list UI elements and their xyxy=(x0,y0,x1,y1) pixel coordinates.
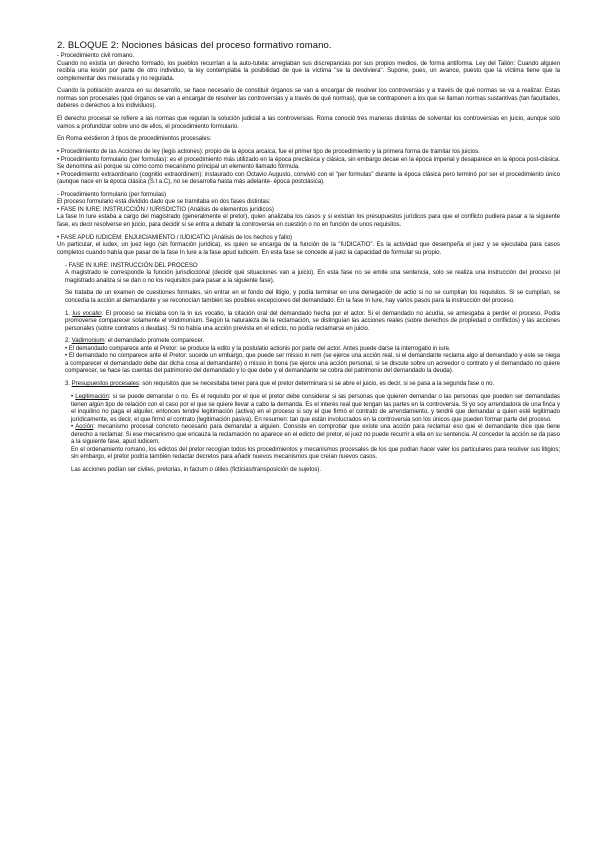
term-text: : si se puede demandar o no. Es el requisito por el que el pretor debe considerar si las personas que quieren demandar o las personas que pueden ser demandadas tienen algún tipo de relación con el caso por el que se quiere llevar a cabo la demanda. Es el interés real que tengan las partes en la controversia. Si yo soy arrendadora de una finca y el inquilino no paga el alquiler, entonces tendré legitimación (activa) en el proceso si soy el que firmó el contrato de arrendamiento, y tendré que demandar a quien esté legitimado jurídicamente, es decir, el que firmó el contrato (legitimación pasiva). En resumen: tan que están involucrados en la controversia son los únicos que pueden formar parte del proceso. xyxy=(71,393,561,423)
list-item: • El demandado no comparece ante el Pretor: sucede un embargo, que puede ser missio in rem (se ejerce una acción real, si el demandante reclama algo al demandado y este se niega a comparecer el demandado debe dar dicha cosa al demandante) o missio in bona (se ejerce una acción personal, si se discute sobre un acreedor o contrato y el demandado no quiere comparecer, se hace las cuentas del patrimonio del demandado y lo que debe y el demandante se cobra del patrimonio del demandado la deuda). xyxy=(65,352,560,375)
paragraph: El proceso formulario está dividido dado que se tramitaba en dos fases distintas: xyxy=(57,198,271,206)
list-item: • Procedimiento formulario (per formulas): es el procedimiento más utilizado en la época preclásica y clásica, sin embargo decae en la época imperial y desaparece en la época post-clásica. Se denomina así porque su cómo como mecanismo principal un elemento llamado fórmula. xyxy=(57,155,560,171)
phase-heading: • FASE APUD IUDICEM: ENJUICIAMIENTO / IUDICATIO (Análisis de los hechos y fallo) xyxy=(57,233,292,241)
step-term: Presupuestos procesales xyxy=(71,380,139,388)
term-text: : mecanismo procesal concreto necesario para demandar a alguien. Consiste en comprobar que existe una acción para reclamar eso que el demandante dice que tiene derecho a reclamar. Si ese mecanismo que encauza la reclamación no aparece en el edicto del pretor, el juez no puede recurrir a ella en su sentencia. Al conceder la acción se da paso a la siguiente fase, apud iudicem. xyxy=(71,423,561,446)
paragraph: Cuando no existía un derecho formado, los pueblos recurrían a la auto-tutela: arreglaban sus discrepancias por sus propios medios, de forma antiforma. Ley del Talión: Cuando alguien recibía una lesión por parte de otro individuo, la ley contemplaba la posibilidad de que la víctima "se la devolviera". Supone, pues, un avance, puesto que la víctima tiene que la complementar des mesurada y no regulada. xyxy=(57,59,560,82)
step-term: Vadimonium xyxy=(71,337,105,345)
paragraph: En el ordenamiento romano, los edictos del pretor recogían todos los procedimientos y mecanismos procesales de los que podían hacer valer los particulares para resolver sus litigios; sin embargo, el pretor podría también redactar decretos para añadir nuevos mecanismos que creían nuevos casos. xyxy=(71,445,560,461)
numbered-step xyxy=(57,380,560,388)
step-number: 1. xyxy=(65,309,70,317)
list-item: • El demandado comparece ante el Pretor: se produce la edito y la postulatio actionis por parte del actor. Antes puede darse la interrogatio in iure. xyxy=(65,344,451,352)
term: Acción xyxy=(75,423,94,431)
paragraph: Cuando la población avanza en su desarrollo, se hace necesario de constituir órganos se van a encargar de resolver los controversias y a través de qué normas se va a realizar. Estas normas son procesales (qué órganos se van a encargar de resolver las controversias y a través de qué normas), que se contraponen a los que se llaman normas sustantivas (tan facultades, deberes o derechos a los individuos). xyxy=(57,87,560,110)
paragraph: A magistrado le corresponde la función jurisdiccional (decidir qué situaciones van a juicio). En esta fase no se emite una sentencia, solo se realiza una instrucción del proceso (el magistrado analiza si se dan o no los requisitos para pasar a la siguiente fase). xyxy=(65,269,560,284)
step-number: 3. xyxy=(65,380,70,388)
step-number: 2. xyxy=(65,337,70,345)
paragraph: Un particular, el iudex, un juez lego (sin formación jurídica), es quien se encarga de la función de la "IUDICATIO". Es la actividad que desempeña el juez y se ejecutaba para casos completos cuando había que pasar de la fase In Iure a la fase apud iudicem. En esta fase se concede al juez la capacidad de formular su propio. xyxy=(57,241,560,256)
paragraph: La fase In Iure estaba a cargo del magistrado (generalmente el pretor), quien analizaba los casos y si existían los presupuestos jurídicos para que el conflicto pudiera pasar a la siguiente fase, es decir resolverse en juicio, para decidir si se entra a debatir la controversia en cuestión o no en función de unos requisitos. xyxy=(57,213,560,228)
list-item: • Procedimiento de las Acciones de ley (legis actiones): propio de la época arcaica, fue el primer tipo de procedimiento y la primera forma de tramitar los juicios. xyxy=(57,148,480,156)
section-heading: - FASE IN IURE: INSTRUCCIÓN DEL PROCESO xyxy=(65,261,198,269)
section-heading: - Procedimiento civil romano. xyxy=(57,52,135,59)
step-text: : son requisitos que se necesitaba tener para que el pretor determinara si se abre el juicio, es decir, si se pasa a la segunda fase o no. xyxy=(138,380,495,388)
section-heading: - Procedimiento formulario (per formulas) xyxy=(57,190,167,198)
numbered-step xyxy=(57,337,560,345)
term: Legitimación xyxy=(75,393,109,401)
list-item: • Procedimiento extraordinario (cognitio extraordinem): instaurado con Octavio Augusto, convivió con el "per formulas" durante la época clásica pero terminó por ser el procedimiento único (aunque nace en la época clásica (S.I a.C), no se desarrolla hasta más adelante- época postclásica). xyxy=(57,170,560,186)
paragraph: El derecho procesal se refiere a las normas que regulan la solución judicial a las controversias. Roma conoció tres maneras distintas de solventar los controversias en juicio, aunque solo vamos a profundizar sobre uno de ellos, el procedimiento formulario. xyxy=(57,115,560,130)
page-title: 2. BLOQUE 2: Nociones básicas del proceso formativo romano. xyxy=(57,40,332,51)
paragraph: Se trataba de un examen de cuestiones formales, sin entrar en el fondo del litigio, y podía terminar en una denegación de actio si no se cumplían los requisitos. Si se cumplían, se concedía la acción al demandante y se reconocían también las posibles excepciones del demandado. En la fase In Iure, hay varios pasos para la instrucción del proceso. xyxy=(65,289,560,304)
paragraph: En Roma existieron 3 tipos de procedimientos procesales: xyxy=(57,135,212,143)
step-text: : el demandado promete comparecer. xyxy=(104,337,205,345)
phase-heading: • FASE IN IURE: INSTRUCCIÓN / IURISDICTIO (Análisis de elementos jurídicos) xyxy=(57,205,274,213)
step-term: Ius vocatio xyxy=(72,309,102,317)
list-item: • Legitimación: si se puede demandar o no. Es el requisito por el que el pretor debe considerar si las personas que quieren demandar o las personas que pueden ser demandadas tienen algún tipo de relación con el caso por el que se quiere llevar a cabo la demanda. Es el interés real que tengan las partes en la controversia. Si yo soy arrendadora de una finca y el inquilino no paga el alquiler, entonces tendré legitimación (activa) en el proceso si soy el que firmó el contrato de arrendamiento, y tendré que demandar a quien esté legitimado jurídicamente, es decir, el que firmó el contrato (legitimación pasiva). En resumen: tan que están involucrados en la controversia son los únicos que pueden formar parte del proceso. xyxy=(71,393,561,423)
paragraph: Las acciones podían ser civiles, pretorias, in factum o útiles (ficticias/transposición de sujetos). xyxy=(71,465,322,473)
list-item: • Acción: mecanismo procesal concreto necesario para demandar a alguien. Consiste en comprobar que existe una acción para reclamar eso que el demandante dice que tiene derecho a reclamar. Si ese mecanismo que encauza la reclamación no aparece en el edicto del pretor, el juez no puede recurrir a ella en su sentencia. Al conceder la acción se da paso a la siguiente fase, apud iudicem. xyxy=(71,423,561,446)
numbered-step xyxy=(57,310,560,333)
step-text: : El proceso se iniciaba con la In ius vocatio, la citación oral del demandado hecha por el actor. Si el demandado no acudía, se arriesgaba a perder el proceso. Podía promoverse comparecer solamente el vindimonium. Según la naturaleza de la reclamación, se distinguían las acciones reales (sobre derechos de propiedad o conflictos) y las acciones personales (sobre contratos o deudas). Si no había una acción prevista en el edicto, no podía reclamarse en juicio. xyxy=(65,309,560,332)
